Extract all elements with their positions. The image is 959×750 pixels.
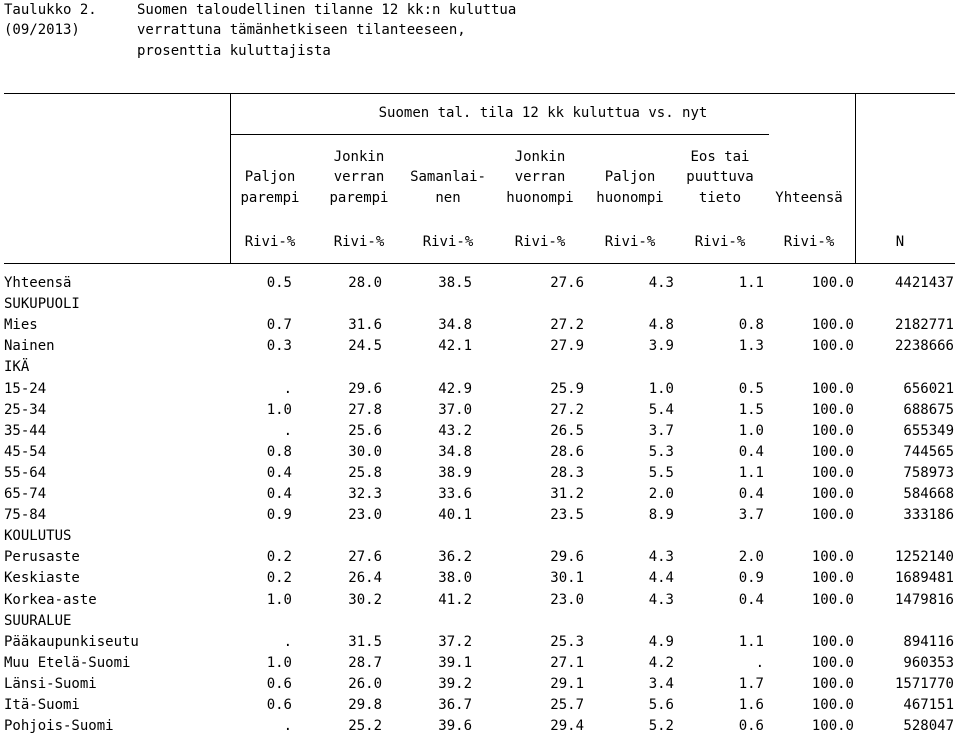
table-cell: .: [283, 634, 292, 650]
table-cell: 0.6: [266, 697, 292, 713]
table-cell: 27.1: [550, 655, 584, 671]
table-cell: 100.0: [811, 486, 854, 502]
column-header-line1: Jonkin: [514, 149, 566, 165]
table-cell: 100.0: [811, 634, 854, 650]
column-unit-header: Rivi-%: [694, 234, 746, 250]
table-cell-n: 467151: [903, 697, 954, 713]
table-cell: 5.4: [648, 402, 674, 418]
table-cell: 100.0: [811, 718, 854, 734]
table-cell: 34.8: [438, 317, 472, 333]
table-cell: 100.0: [811, 655, 854, 671]
table-cell: 4.3: [648, 275, 674, 291]
row-label: Keskiaste: [4, 570, 80, 586]
table-cell: 100.0: [811, 592, 854, 608]
table-cell: 5.3: [648, 444, 674, 460]
table-cell: 25.7: [550, 697, 584, 713]
table-cell: 1.0: [738, 423, 764, 439]
table-cell: 100.0: [811, 570, 854, 586]
table-cell: 0.2: [266, 570, 292, 586]
table-cell: 1.0: [266, 402, 292, 418]
column-header-line1: Eos tai: [690, 149, 750, 165]
table-cell: 1.0: [266, 655, 292, 671]
table-cell: 4.3: [648, 549, 674, 565]
column-header-line2: Samanlai-: [410, 169, 486, 185]
column-unit-header: Rivi-%: [333, 234, 385, 250]
table-cell: 5.2: [648, 718, 674, 734]
table-cell-n: 744565: [903, 444, 954, 460]
group-header: Suomen tal. tila 12 kk kuluttua vs. nyt: [378, 105, 708, 121]
table-cell-n: 1571770: [894, 676, 954, 692]
table-cell-n: 2238666: [894, 338, 954, 354]
table-cell: 26.0: [348, 676, 382, 692]
table-cell: 0.9: [266, 507, 292, 523]
table-cell: 100.0: [811, 676, 854, 692]
table-cell: 1.1: [738, 634, 764, 650]
row-label: 55-64: [4, 465, 47, 481]
table-cell: 33.6: [438, 486, 472, 502]
table-cell: 100.0: [811, 275, 854, 291]
table-cell: 0.4: [266, 465, 292, 481]
column-unit-header: Rivi-%: [422, 234, 474, 250]
table-cell: 29.8: [348, 697, 382, 713]
table-cell: 37.0: [438, 402, 472, 418]
column-unit-header: Rivi-%: [244, 234, 296, 250]
table-cell-n: 960353: [903, 655, 954, 671]
table-cell: 0.4: [266, 486, 292, 502]
table-cell: 0.4: [738, 486, 764, 502]
column-header-line3: Yhteensä: [775, 190, 843, 206]
table-cell: 0.4: [738, 444, 764, 460]
table-cell: 3.9: [648, 338, 674, 354]
table-cell: 32.3: [348, 486, 382, 502]
table-cell: 26.5: [550, 423, 584, 439]
table-cell: 1.0: [648, 381, 674, 397]
table-cell: 100.0: [811, 507, 854, 523]
table-cell: 30.1: [550, 570, 584, 586]
table-cell: 36.2: [438, 549, 472, 565]
table-cell: 100.0: [811, 381, 854, 397]
table-cell: 27.9: [550, 338, 584, 354]
table-cell: 3.4: [648, 676, 674, 692]
table-cell: 0.7: [266, 317, 292, 333]
row-label: Itä-Suomi: [4, 697, 80, 713]
table-cell: 39.1: [438, 655, 472, 671]
table-cell-n: 1479816: [894, 592, 954, 608]
row-label: 75-84: [4, 507, 47, 523]
row-label: 35-44: [4, 423, 47, 439]
table-cell: 0.8: [738, 317, 764, 333]
table-cell: 1.3: [738, 338, 764, 354]
column-header-line2: verran: [333, 169, 385, 185]
table-cell: 25.2: [348, 718, 382, 734]
table-cell: 1.1: [738, 275, 764, 291]
table-cell: 28.6: [550, 444, 584, 460]
table-title-line3: prosenttia kuluttajista: [137, 43, 331, 59]
table-cell-n: 1689481: [894, 570, 954, 586]
column-unit-header: Rivi-%: [604, 234, 656, 250]
table-cell: 25.9: [550, 381, 584, 397]
column-unit-header: Rivi-%: [514, 234, 566, 250]
table-cell: 5.6: [648, 697, 674, 713]
column-header-line1: Jonkin: [333, 149, 385, 165]
row-label: 15-24: [4, 381, 47, 397]
row-label: Muu Etelä-Suomi: [4, 655, 131, 671]
table-cell: 5.5: [648, 465, 674, 481]
table-cell: 4.8: [648, 317, 674, 333]
column-header-line3: tieto: [698, 190, 742, 206]
table-cell: 0.5: [738, 381, 764, 397]
table-cell: 27.6: [348, 549, 382, 565]
table-cell-n: 528047: [903, 718, 954, 734]
table-cell: 36.7: [438, 697, 472, 713]
table-cell: 27.8: [348, 402, 382, 418]
table-cell: 0.6: [738, 718, 764, 734]
table-cell: 23.0: [550, 592, 584, 608]
table-cell-n: 584668: [903, 486, 954, 502]
table-cell-n: 4421437: [894, 275, 954, 291]
row-label: SUKUPUOLI: [4, 296, 80, 312]
column-unit-header: Rivi-%: [783, 234, 835, 250]
table-cell: 42.9: [438, 381, 472, 397]
row-label: Länsi-Suomi: [4, 676, 97, 692]
table-cell: 100.0: [811, 338, 854, 354]
table-cell: 28.3: [550, 465, 584, 481]
table-cell: .: [283, 718, 292, 734]
row-label: Mies: [4, 317, 38, 333]
table-cell: 28.7: [348, 655, 382, 671]
row-label: Yhteensä: [4, 275, 72, 291]
table-cell: 25.6: [348, 423, 382, 439]
table-cell: 8.9: [648, 507, 674, 523]
table-cell: 31.5: [348, 634, 382, 650]
table-cell: 1.6: [738, 697, 764, 713]
table-cell: 3.7: [648, 423, 674, 439]
table-cell: 29.1: [550, 676, 584, 692]
row-label: 65-74: [4, 486, 47, 502]
table-cell: 0.9: [738, 570, 764, 586]
table-cell-n: 2182771: [894, 317, 954, 333]
n-column-header: N: [895, 234, 905, 250]
table-cell: 0.8: [266, 444, 292, 460]
table-cell: 29.4: [550, 718, 584, 734]
table-cell: 30.2: [348, 592, 382, 608]
table-cell-n: 333186: [903, 507, 954, 523]
table-cell: 28.0: [348, 275, 382, 291]
column-header-line2: Paljon: [244, 169, 296, 185]
table-date: (09/2013): [4, 22, 80, 38]
table-cell: 100.0: [811, 423, 854, 439]
column-header-line3: huonompi: [596, 190, 664, 206]
table-cell: 43.2: [438, 423, 472, 439]
table-top-rule: [4, 93, 955, 94]
column-header-line3: parempi: [240, 190, 300, 206]
table-cell: .: [755, 655, 764, 671]
table-cell: 26.4: [348, 570, 382, 586]
table-cell: 100.0: [811, 317, 854, 333]
table-cell-n: 1252140: [894, 549, 954, 565]
table-cell: 2.0: [738, 549, 764, 565]
table-cell: 24.5: [348, 338, 382, 354]
table-cell: 100.0: [811, 697, 854, 713]
header-bottom-rule: [4, 263, 955, 264]
table-cell: 25.8: [348, 465, 382, 481]
table-cell: 0.6: [266, 676, 292, 692]
table-cell: 27.6: [550, 275, 584, 291]
table-cell: .: [283, 423, 292, 439]
table-cell: 42.1: [438, 338, 472, 354]
table-cell: 4.2: [648, 655, 674, 671]
column-header-line2: puuttuva: [686, 169, 754, 185]
column-header-line2: Paljon: [604, 169, 656, 185]
row-label: Pohjois-Suomi: [4, 718, 114, 734]
table-cell: 1.7: [738, 676, 764, 692]
table-cell: .: [283, 381, 292, 397]
table-cell: 39.2: [438, 676, 472, 692]
table-cell: 100.0: [811, 402, 854, 418]
table-cell: 3.7: [738, 507, 764, 523]
table-cell: 2.0: [648, 486, 674, 502]
table-cell: 31.6: [348, 317, 382, 333]
table-cell: 29.6: [348, 381, 382, 397]
table-cell: 4.4: [648, 570, 674, 586]
table-cell: 27.2: [550, 402, 584, 418]
table-cell: 0.2: [266, 549, 292, 565]
row-label: SUURALUE: [4, 613, 72, 629]
table-cell: 23.0: [348, 507, 382, 523]
row-label: 45-54: [4, 444, 47, 460]
column-header-line3: nen: [435, 190, 461, 206]
group-header-rule: [230, 134, 769, 135]
table-label: Taulukko 2.: [4, 2, 97, 18]
table-cell: 38.9: [438, 465, 472, 481]
table-cell: 0.5: [266, 275, 292, 291]
column-header-line2: verran: [514, 169, 566, 185]
table-cell-n: 688675: [903, 402, 954, 418]
table-cell: 34.8: [438, 444, 472, 460]
column-header-line3: huonompi: [506, 190, 574, 206]
row-label: IKÄ: [4, 359, 30, 375]
table-cell: 29.6: [550, 549, 584, 565]
table-cell: 4.9: [648, 634, 674, 650]
table-cell: 23.5: [550, 507, 584, 523]
table-cell: 41.2: [438, 592, 472, 608]
table-cell: 0.3: [266, 338, 292, 354]
table-cell: 31.2: [550, 486, 584, 502]
table-cell: 1.5: [738, 402, 764, 418]
table-cell-n: 758973: [903, 465, 954, 481]
table-cell: 1.1: [738, 465, 764, 481]
column-header-line3: parempi: [329, 190, 389, 206]
row-label: Korkea-aste: [4, 592, 97, 608]
row-label: Nainen: [4, 338, 55, 354]
table-cell: 4.3: [648, 592, 674, 608]
table-cell: 37.2: [438, 634, 472, 650]
table-cell: 38.0: [438, 570, 472, 586]
table-title-line2: verrattuna tämänhetkiseen tilanteeseen,: [137, 22, 466, 38]
table-cell: 27.2: [550, 317, 584, 333]
row-label: Pääkaupunkiseutu: [4, 634, 139, 650]
table-cell-n: 894116: [903, 634, 954, 650]
table-cell: 40.1: [438, 507, 472, 523]
table-cell: 39.6: [438, 718, 472, 734]
table-cell: 100.0: [811, 444, 854, 460]
table-cell: 0.4: [738, 592, 764, 608]
table-cell: 1.0: [266, 592, 292, 608]
table-title-line1: Suomen taloudellinen tilanne 12 kk:n kuluttua: [137, 2, 517, 18]
table-cell: 30.0: [348, 444, 382, 460]
row-label: KOULUTUS: [4, 528, 72, 544]
table-cell-n: 656021: [903, 381, 954, 397]
table-cell-n: 655349: [903, 423, 954, 439]
table-cell: 38.5: [438, 275, 472, 291]
table-cell: 100.0: [811, 549, 854, 565]
row-label: Perusaste: [4, 549, 80, 565]
table-cell: 25.3: [550, 634, 584, 650]
table-cell: 100.0: [811, 465, 854, 481]
row-label: 25-34: [4, 402, 47, 418]
